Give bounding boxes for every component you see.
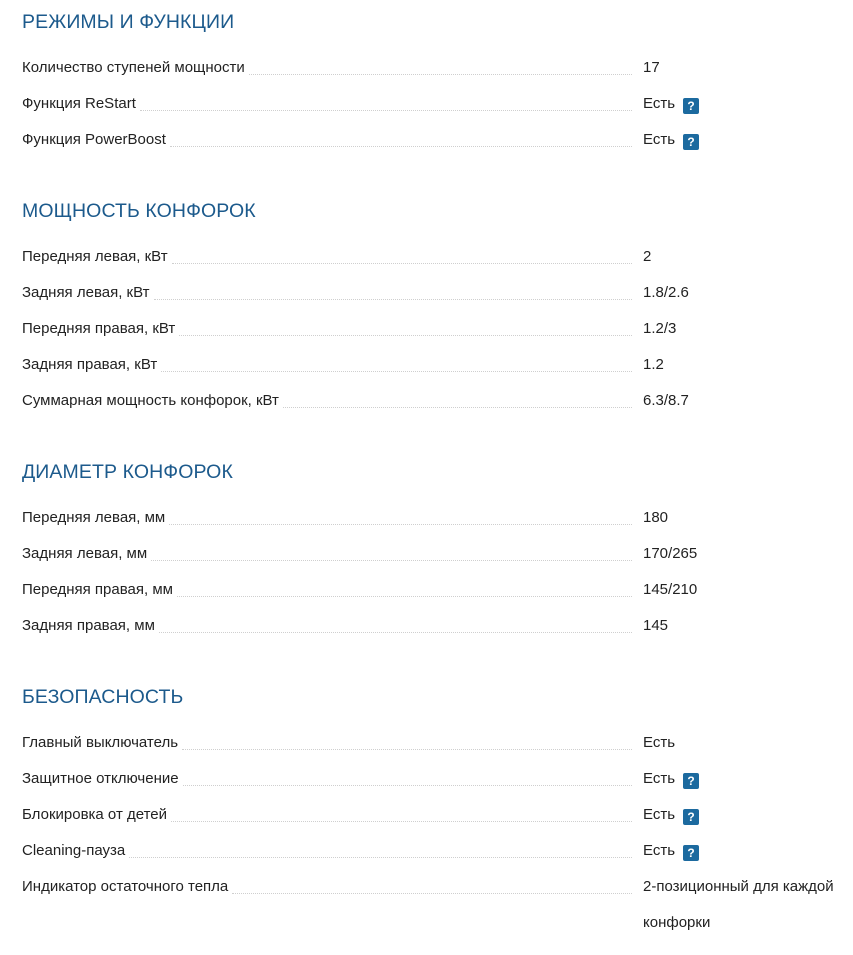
section-title: ДИАМЕТР КОНФОРОК xyxy=(22,461,233,483)
dotted-leader xyxy=(283,407,632,408)
spec-row xyxy=(22,797,853,833)
dotted-leader xyxy=(232,893,632,894)
section-modes-functions xyxy=(22,0,853,158)
spec-value: Есть xyxy=(643,842,676,859)
question-icon[interactable]: ? xyxy=(683,98,699,114)
spec-label: Передняя правая, кВт xyxy=(22,311,179,347)
spec-row xyxy=(22,833,853,869)
spec-row xyxy=(22,572,853,608)
dotted-leader xyxy=(154,299,633,300)
spec-value: Есть xyxy=(643,806,676,823)
spec-row xyxy=(22,50,853,86)
spec-value: 17 xyxy=(643,59,660,76)
spec-value: 145 xyxy=(643,617,669,634)
spec-value: 1.2 xyxy=(643,356,664,373)
spec-row xyxy=(22,122,853,158)
spec-row xyxy=(22,239,853,275)
spec-value: Есть xyxy=(643,131,676,148)
dotted-leader xyxy=(169,524,632,525)
spec-value: 1.2/3 xyxy=(643,320,677,337)
dotted-leader xyxy=(171,821,632,822)
question-icon[interactable]: ? xyxy=(683,809,699,825)
spec-value: Есть xyxy=(643,95,676,112)
spec-value: Есть xyxy=(643,734,676,751)
spec-value: 170/265 xyxy=(643,545,698,562)
dotted-leader xyxy=(161,371,632,372)
spec-row xyxy=(22,311,853,347)
spec-row xyxy=(22,761,853,797)
dotted-leader xyxy=(129,857,632,858)
spec-label: Главный выключатель xyxy=(22,725,182,761)
spec-value: 145/210 xyxy=(643,581,698,598)
dotted-leader xyxy=(183,785,632,786)
spec-label: Суммарная мощность конфорок, кВт xyxy=(22,383,283,419)
spec-label: Задняя левая, кВт xyxy=(22,275,154,311)
spec-label: Задняя правая, мм xyxy=(22,608,159,644)
spec-list xyxy=(22,500,853,644)
spec-row xyxy=(22,347,853,383)
question-icon[interactable]: ? xyxy=(683,773,699,789)
section-burner-diameter xyxy=(22,450,853,644)
spec-row xyxy=(22,536,853,572)
section-safety xyxy=(22,675,853,941)
spec-value: 2 xyxy=(643,248,652,265)
spec-list xyxy=(22,725,853,941)
spec-row xyxy=(22,275,853,311)
spec-row xyxy=(22,725,853,761)
question-icon[interactable]: ? xyxy=(683,134,699,150)
dotted-leader xyxy=(177,596,632,597)
spec-row xyxy=(22,608,853,644)
dotted-leader xyxy=(151,560,632,561)
spec-label: Передняя правая, мм xyxy=(22,572,177,608)
dotted-leader xyxy=(140,110,632,111)
section-title: БЕЗОПАСНОСТЬ xyxy=(22,686,184,708)
section-title: РЕЖИМЫ И ФУНКЦИИ xyxy=(22,11,235,33)
dotted-leader xyxy=(159,632,632,633)
spec-label: Индикатор остаточного тепла xyxy=(22,869,232,905)
spec-row xyxy=(22,383,853,419)
section-title: МОЩНОСТЬ КОНФОРОК xyxy=(22,200,256,222)
dotted-leader xyxy=(170,146,632,147)
spec-row xyxy=(22,86,853,122)
spec-value: 180 xyxy=(643,509,669,526)
dotted-leader xyxy=(179,335,632,336)
question-icon[interactable]: ? xyxy=(683,845,699,861)
dotted-leader xyxy=(249,74,632,75)
spec-row xyxy=(22,500,853,536)
dotted-leader xyxy=(182,749,632,750)
spec-row xyxy=(22,869,853,941)
spec-label: Блокировка от детей xyxy=(22,797,171,833)
spec-list xyxy=(22,50,853,158)
spec-label: Защитное отключение xyxy=(22,761,183,797)
spec-value: 1.8/2.6 xyxy=(643,284,689,301)
spec-value: 6.3/8.7 xyxy=(643,392,689,409)
spec-label: Задняя правая, кВт xyxy=(22,347,161,383)
dotted-leader xyxy=(172,263,632,264)
spec-label: Количество ступеней мощности xyxy=(22,50,249,86)
spec-label: Функция PowerBoost xyxy=(22,122,170,158)
spec-label: Передняя левая, кВт xyxy=(22,239,172,275)
spec-list xyxy=(22,239,853,419)
section-burner-power xyxy=(22,189,853,419)
spec-label: Функция ReStart xyxy=(22,86,140,122)
spec-label: Передняя левая, мм xyxy=(22,500,169,536)
spec-label: Задняя левая, мм xyxy=(22,536,151,572)
spec-label: Cleaning-пауза xyxy=(22,833,129,869)
spec-value: Есть xyxy=(643,770,676,787)
spec-value: 2-позиционный для каждой конфорки xyxy=(643,878,834,931)
